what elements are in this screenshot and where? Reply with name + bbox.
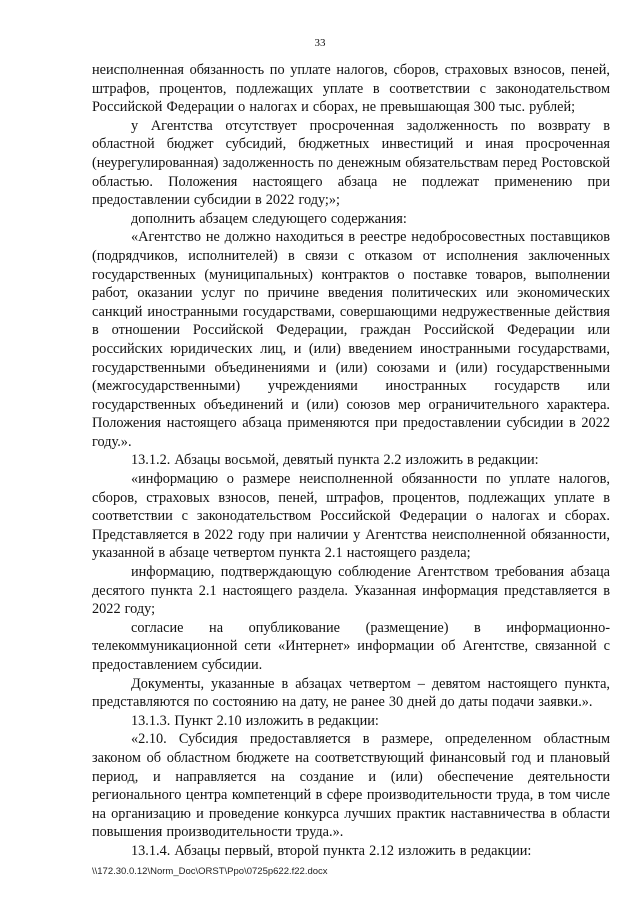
document-body [92, 61, 610, 861]
paragraph: неисполненная обязанность по уплате налогов, сборов, страховых взносов, пеней, штрафов, процентов, подлежащих уплате в соответствии с законодательством Российской Федерации о налогах и сборах, не превышающая 300 тыс. рублей; [92, 62, 610, 116]
paragraph: 13.1.2. Абзацы восьмой, девятый пункта 2.2 изложить в редакции: [131, 452, 539, 469]
paragraph: «2.10. Субсидия предоставляется в размере, определенном областным законом об областном бюджете на соответствующий финансовый год и плановый период, и направляется на создание и (или) обеспечение деятельности регионального центра компетенций в сфере производительности труда, в том числе на организацию и проведение конкурса лучших практик наставничества в области повышения производительности труда.». [92, 731, 610, 841]
footer-file-path: \\172.30.0.12\Norm_Doc\ORST\Ppo\0725p622.f22.docx [92, 866, 328, 877]
paragraph: Документы, указанные в абзацах четвертом – девятом настоящего пункта, представляются по состоянию на дату, не ранее 30 дней до даты подачи заявки.». [92, 675, 610, 711]
page-number: 33 [314, 37, 326, 49]
paragraph: «Агентство не должно находиться в реестре недобросовестных поставщиков (подрядчиков, исполнителей) в связи с отказом от исполнения заключенных государственных (муниципальных) контрактов о поставке товаров, выполнении работ, оказании услуг по причине введения политических или экономических санкций иностранными государствами, совершающими недружественные действия в отношении Российской Федерации, граждан Российской Федерации или российских юридических лиц, и (или) введением иностранными государствами, государственными объединениями и (или) союзами и (или) государственными (межгосударственными) учреждениями иностранных государств или государственных объединений и (или) союзов мер ограничительного характера. Положения настоящего абзаца применяются при предоставлении субсидии в 2022 году.». [92, 229, 610, 450]
paragraph: дополнить абзацем следующего содержания: [131, 210, 407, 227]
paragraph: «информацию о размере неисполненной обязанности по уплате налогов, сборов, страховых взносов, пеней, штрафов, процентов, подлежащих уплате в соответствии с законодательством Российской Федерации о налогах и сборах. Представляется в 2022 году при наличии у Агентства неисполненной обязанности, указанной в абзаце четвертом пункта 2.1 настоящего раздела; [92, 471, 610, 562]
paragraph: согласие на опубликование (размещение) в информационно-телекоммуникационной сети «Интернет» информации об Агентстве, связанной с предоставлением субсидии. [92, 619, 610, 673]
paragraph: информацию, подтверждающую соблюдение Агентством требования абзаца десятого пункта 2.1 настоящего раздела. Указанная информация представляется в 2022 году; [92, 564, 610, 618]
paragraph: у Агентства отсутствует просроченная задолженность по возврату в областной бюджет субсидий, бюджетных инвестиций и иная просроченная (неурегулированная) задолженность по денежным обязательствам перед Ростовской областью. Положения настоящего абзаца не подлежат применению при предоставлении субсидии в 2022 году;»; [92, 117, 610, 209]
paragraph: 13.1.3. Пункт 2.10 изложить в редакции: [131, 712, 379, 729]
paragraph: 13.1.4. Абзацы первый, второй пункта 2.12 изложить в редакции: [131, 842, 532, 859]
